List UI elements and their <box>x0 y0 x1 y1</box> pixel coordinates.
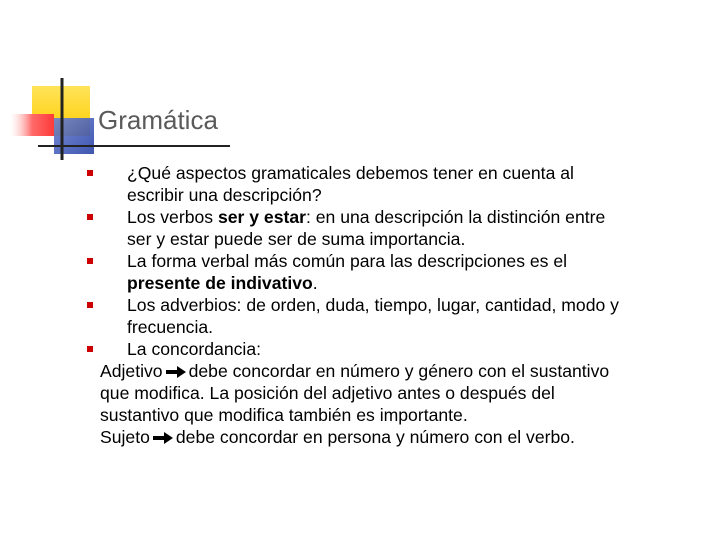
rule-lead: Adjetivo <box>100 361 163 381</box>
text-run: : en una descripción la distinción entre <box>306 207 606 227</box>
rule-text: debe concordar en persona y número con el verbo. <box>175 427 575 447</box>
rule-text: debe concordar en número y género con el sustantivo <box>188 361 610 381</box>
square-bullet-icon <box>87 346 93 352</box>
slide-body <box>100 162 700 448</box>
bullet-line: frecuencia. <box>127 317 214 337</box>
red-bar <box>10 114 54 136</box>
bullet-line <box>127 272 700 294</box>
rule-line: que modifica. La posición del adjetivo antes o después del <box>100 383 555 403</box>
bold-text: ser y estar <box>217 207 306 227</box>
subject-rule <box>100 426 700 448</box>
right-arrow-icon <box>152 432 174 444</box>
blue-square <box>54 118 94 154</box>
adjective-rule <box>100 360 700 426</box>
text-run: . <box>312 273 318 293</box>
bullet-item-4 <box>100 294 700 338</box>
square-bullet-icon <box>87 302 93 308</box>
square-bullet-icon <box>87 258 93 264</box>
bullet-item-2 <box>100 206 700 250</box>
rule-line: sustantivo que modifica también es importante. <box>100 405 468 425</box>
rule-line <box>100 426 700 448</box>
right-arrow-icon <box>165 366 187 378</box>
slide-title: Gramática <box>98 105 218 135</box>
bullet-line: La forma verbal más común para las descripciones es el <box>127 251 568 271</box>
bullet-line: La concordancia: <box>127 339 261 359</box>
rule-line <box>100 360 700 382</box>
bullet-item-5 <box>100 338 700 360</box>
square-bullet-icon <box>87 170 93 176</box>
bullet-line <box>127 206 700 228</box>
text-run: Los verbos <box>127 207 218 227</box>
bullet-item-1 <box>100 162 700 206</box>
bullet-line: Los adverbios: de orden, duda, tiempo, lugar, cantidad, modo y <box>127 295 619 315</box>
title-decoration <box>0 0 240 170</box>
rule-lead: Sujeto <box>100 427 150 447</box>
square-bullet-icon <box>87 214 93 220</box>
bullet-line: escribir una descripción? <box>127 185 322 205</box>
bullet-item-3 <box>100 250 700 294</box>
bold-text: presente de indivativo <box>127 273 313 293</box>
bullet-line: ¿Qué aspectos gramaticales debemos tener en cuenta al <box>127 163 574 183</box>
bullet-line: ser y estar puede ser de suma importancia. <box>127 229 466 249</box>
